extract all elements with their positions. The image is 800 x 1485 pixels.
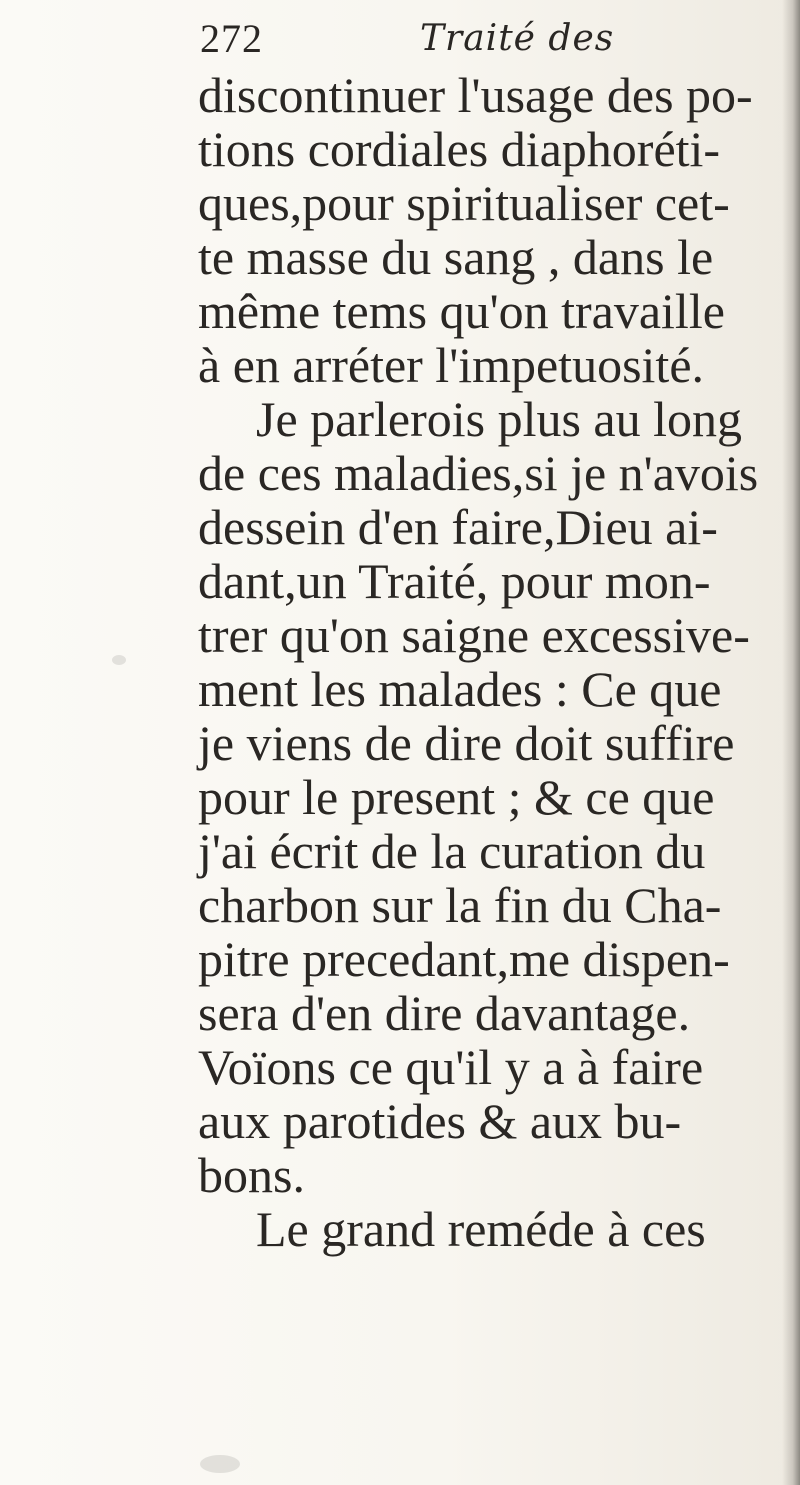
text-line: dessein d'en faire,Dieu ai- [198, 499, 718, 555]
text-line: je viens de dire doit suffire [198, 715, 735, 771]
paragraph-start-line: Le grand reméde à ces [256, 1201, 706, 1257]
text-line: pitre precedant,me dispen- [198, 931, 730, 987]
body-text [198, 68, 778, 1256]
text-line: tions cordiales diaphoréti- [198, 121, 721, 177]
text-line: trer qu'on saigne excessive- [198, 607, 750, 663]
text-line: j'ai écrit de la curation du [198, 823, 706, 879]
ink-smudge [200, 1455, 240, 1473]
text-line: ment les malades : Ce que [198, 661, 722, 717]
text-line: bons. [198, 1147, 305, 1203]
text-line: pour le present ; & ce que [198, 769, 715, 825]
text-line: dant,un Traité, pour mon- [198, 553, 711, 609]
page-number: 272 [200, 16, 263, 61]
text-line: te masse du sang , dans le [198, 229, 714, 285]
text-line: même tems qu'on travaille [198, 283, 725, 339]
text-line: Voïons ce qu'il y a à faire [198, 1039, 704, 1095]
text-line: à en arréter l'impetuosité. [198, 337, 705, 393]
text-line: discontinuer l'usage des po- [198, 67, 753, 123]
text-line: aux parotides & aux bu- [198, 1093, 682, 1149]
text-line: de ces maladies,si je n'avois [198, 445, 759, 501]
text-line: sera d'en dire davantage. [198, 985, 691, 1041]
page-header [200, 14, 720, 64]
running-head: Traité des [420, 18, 615, 59]
text-line: ques,pour spiritualiser cet- [198, 175, 730, 231]
ink-smudge [112, 655, 126, 665]
text-line: charbon sur la fin du Cha- [198, 877, 722, 933]
paragraph-start-line: Je parlerois plus au long [256, 391, 743, 447]
